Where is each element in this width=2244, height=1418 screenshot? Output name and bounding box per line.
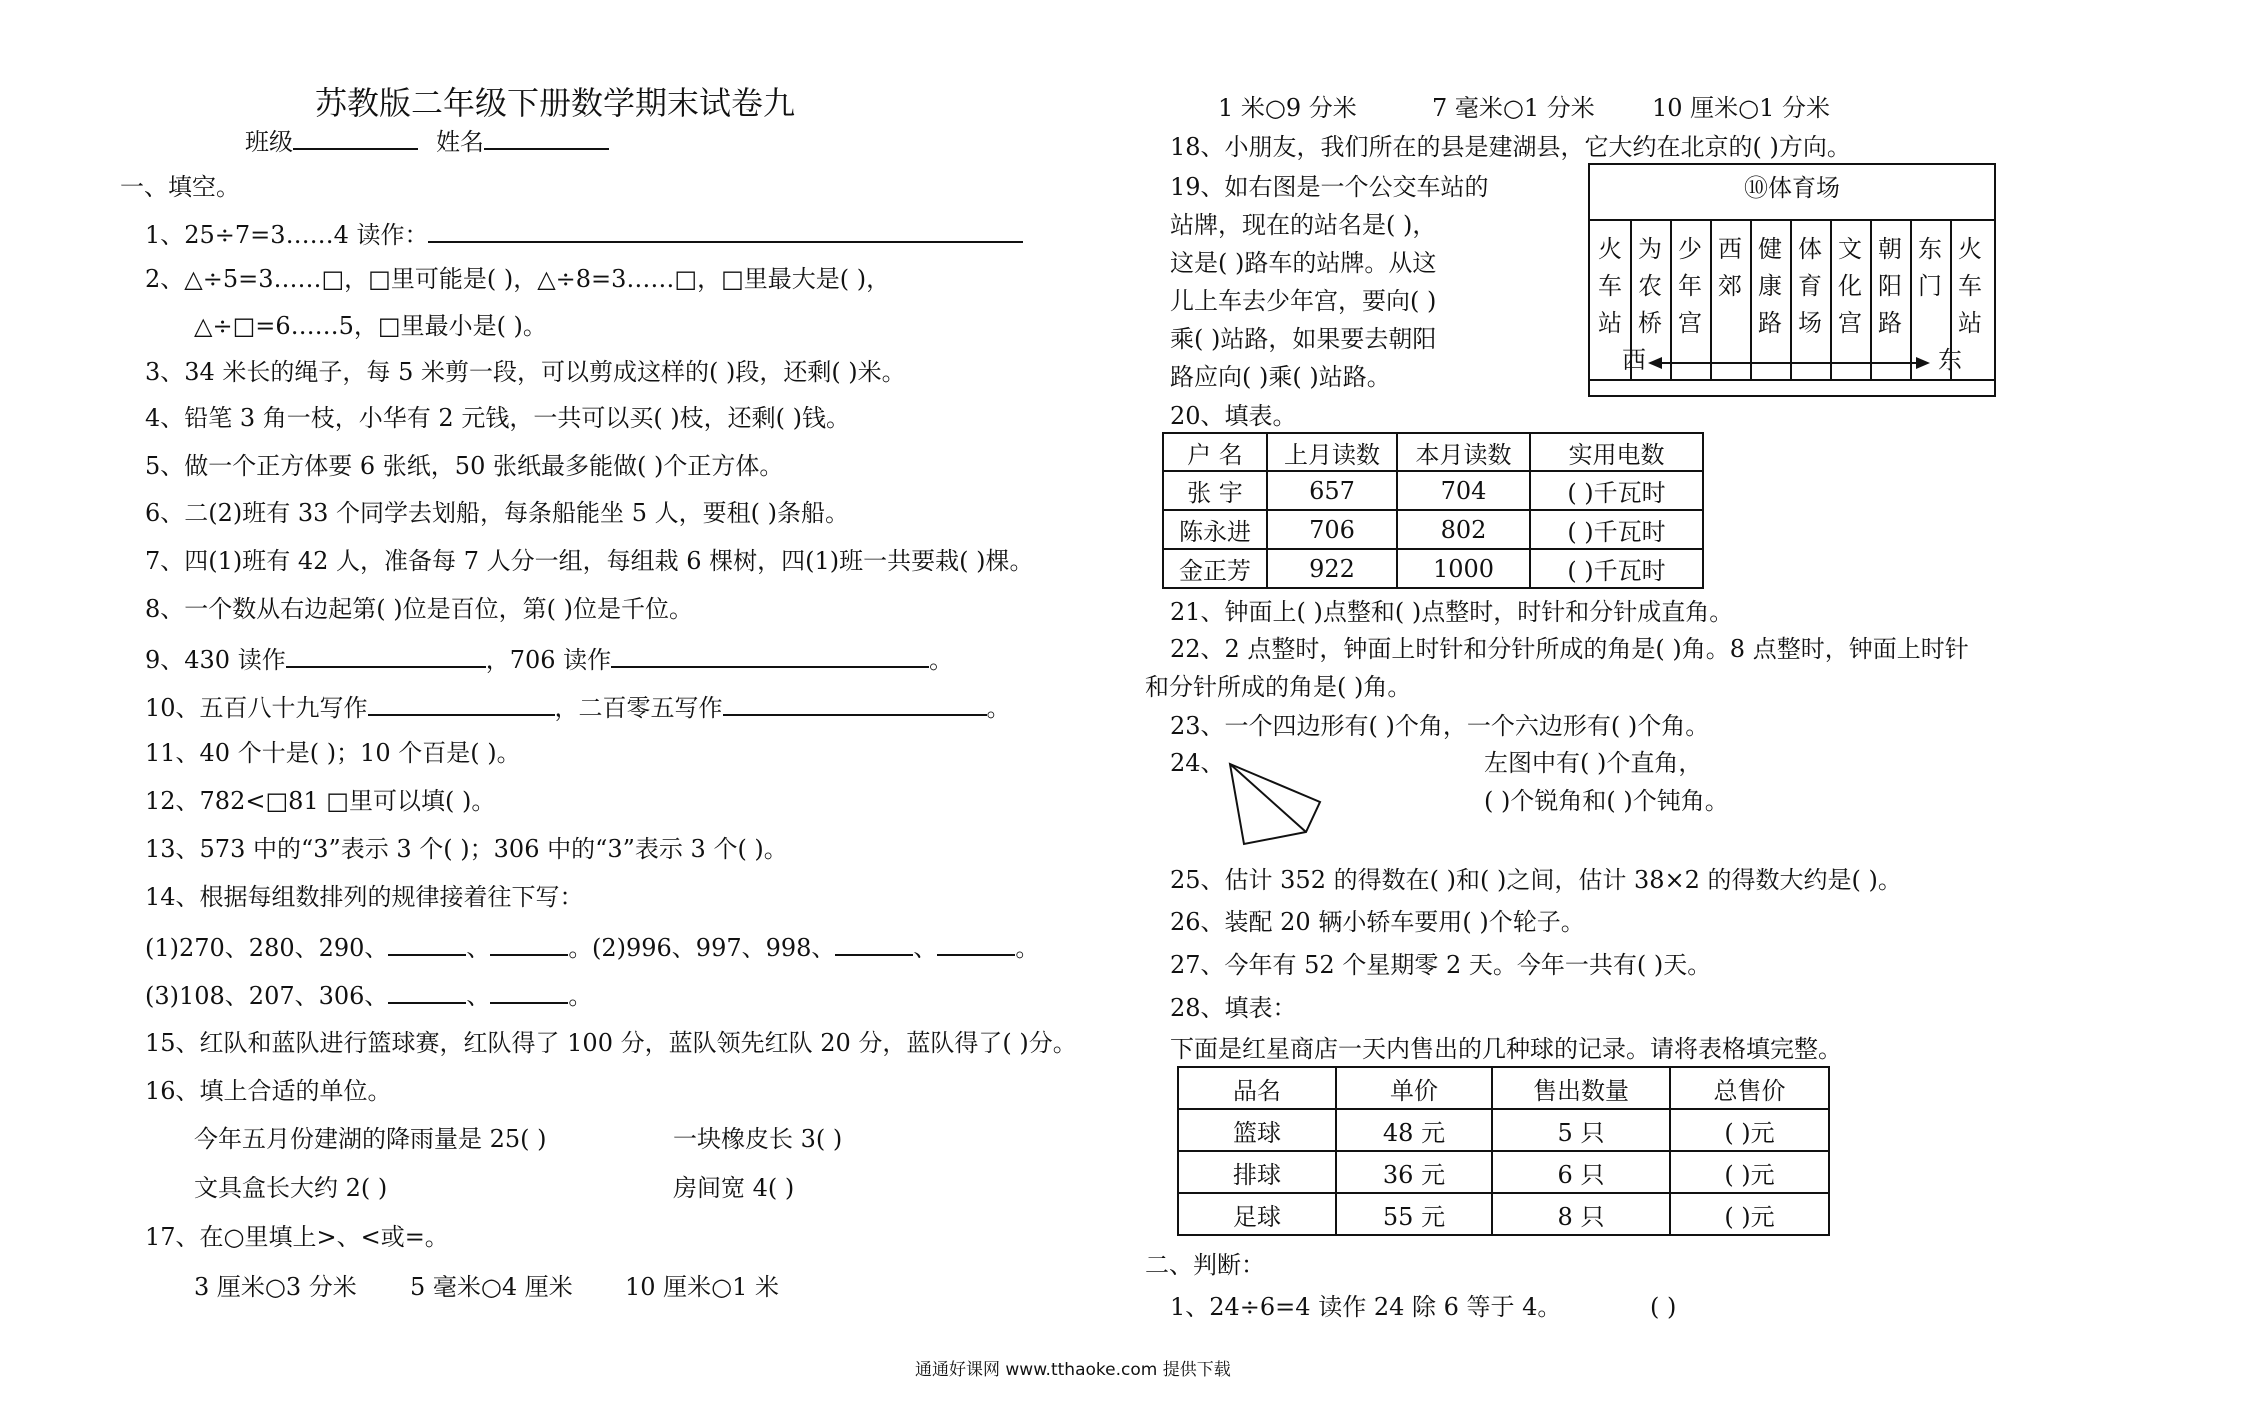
question-17c: 10 厘米○1 米 — [625, 1273, 780, 1301]
question-14: 14、根据每组数排列的规律接着往下写： — [145, 883, 584, 911]
table-cell: 8 只 — [1492, 1193, 1670, 1235]
table-cell: 704 — [1397, 471, 1530, 510]
table-row — [1178, 1109, 1829, 1151]
table-cell: 陈永进 — [1163, 510, 1267, 549]
table-cell: 1000 — [1397, 549, 1530, 588]
question-16b: 一块橡皮长 3( ) — [673, 1125, 843, 1153]
question-8: 8、一个数从右边起第( )位是百位，第( )位是千位。 — [145, 595, 693, 623]
table-cell: 金正芳 — [1163, 549, 1267, 588]
question-17e: 7 毫米○1 分米 — [1432, 94, 1595, 122]
question-17b: 5 毫米○4 厘米 — [410, 1273, 573, 1301]
question-28: 28、填表： — [1170, 994, 1297, 1022]
question-19-line-1: 19、如右图是一个公交车站的 — [1170, 173, 1489, 201]
table-row — [1163, 549, 1703, 588]
table-row — [1178, 1151, 1829, 1193]
stop-xijiao: 西郊 — [1718, 235, 1742, 300]
answer-cell[interactable]: ( )元 — [1670, 1109, 1829, 1151]
table-header-row — [1163, 433, 1703, 471]
question-14-2: (2)996、997、998、 、 。 — [592, 930, 1039, 963]
question-11: 11、40 个十是( )；10 个百是( )。 — [145, 739, 521, 767]
table-cell: 922 — [1267, 549, 1397, 588]
header-cell: 售出数量 — [1492, 1067, 1670, 1109]
question-2: 2、△÷5=3……□，□里可能是( )，△÷8=3……□，□里最大是( )， — [145, 265, 891, 293]
question-4: 4、铅笔 3 角一枝，小华有 2 元钱，一共可以买( )枝，还剩( )钱。 — [145, 404, 851, 432]
question-7: 7、四(1)班有 42 人，准备每 7 人分一组，每组栽 6 棵树，四(1)班一共要栽( )棵。 — [145, 547, 1034, 575]
header-cell: 实用电数 — [1530, 433, 1703, 471]
question-19-line-3: 这是( )路车的站牌。从这 — [1170, 249, 1437, 277]
answer-cell[interactable]: ( )元 — [1670, 1193, 1829, 1235]
table-row — [1163, 510, 1703, 549]
question-10: 10、五百八十九写作 ，二百零五写作 。 — [145, 690, 1011, 723]
stop-wenhuagong: 文化宫 — [1838, 235, 1862, 337]
stop-chaoyanglu: 朝阳路 — [1878, 235, 1902, 337]
question-6: 6、二(2)班有 33 个同学去划船，每条船能坐 5 人，要租( )条船。 — [145, 499, 849, 527]
name-blank[interactable] — [484, 124, 609, 150]
question-16d: 房间宽 4( ) — [673, 1174, 795, 1202]
question-1: 1、25÷7=3……4 读作： — [145, 217, 1023, 250]
judgement-1-answer[interactable]: ( ) — [1650, 1293, 1677, 1321]
q14-3-blank-2[interactable] — [490, 978, 568, 1004]
section-judgement: 二、判断： — [1145, 1251, 1265, 1279]
name-field: 姓名 — [436, 124, 609, 157]
question-9: 9、430 读作 ，706 读作 。 — [145, 642, 953, 675]
question-17: 17、在○里填上>、<或=。 — [145, 1223, 449, 1251]
q9-blank-2[interactable] — [611, 642, 929, 668]
question-16: 16、填上合适的单位。 — [145, 1077, 392, 1105]
question-17d: 1 米○9 分米 — [1218, 94, 1357, 122]
header-cell: 本月读数 — [1397, 433, 1530, 471]
table-cell: 657 — [1267, 471, 1397, 510]
table-cell: 55 元 — [1336, 1193, 1492, 1235]
question-24b: ( )个锐角和( )个钝角。 — [1484, 787, 1729, 815]
header-cell: 上月读数 — [1267, 433, 1397, 471]
ball-sales-table — [1177, 1066, 1830, 1236]
header-cell: 单价 — [1336, 1067, 1492, 1109]
page-title: 苏教版二年级下册数学期末试卷九 — [315, 84, 796, 122]
question-23: 23、一个四边形有( )个角，一个六边形有( )个角。 — [1170, 712, 1710, 740]
stop-weinongqiao: 为农桥 — [1638, 235, 1662, 337]
question-24: 24、 — [1170, 749, 1225, 777]
question-17f: 10 厘米○1 分米 — [1652, 94, 1831, 122]
header-cell: 总售价 — [1670, 1067, 1829, 1109]
question-17a: 3 厘米○3 分米 — [194, 1273, 357, 1301]
question-19-line-6: 路应向( )乘( )站路。 — [1170, 363, 1391, 391]
question-26: 26、装配 20 辆小轿车要用( )个轮子。 — [1170, 908, 1585, 936]
answer-cell[interactable]: ( )千瓦时 — [1530, 471, 1703, 510]
q14-2-blank-1[interactable] — [835, 930, 913, 956]
answer-cell[interactable]: ( )千瓦时 — [1530, 510, 1703, 549]
question-16a: 今年五月份建湖的降雨量是 25( ) — [194, 1125, 547, 1153]
question-19-line-5: 乘( )站路，如果要去朝阳 — [1170, 325, 1437, 353]
answer-cell[interactable]: ( )元 — [1670, 1151, 1829, 1193]
table-cell: 足球 — [1178, 1193, 1336, 1235]
class-field: 班级 — [245, 124, 418, 157]
table-row — [1178, 1193, 1829, 1235]
question-27: 27、今年有 52 个星期零 2 天。今年一共有( )天。 — [1170, 951, 1712, 979]
table-cell: 48 元 — [1336, 1109, 1492, 1151]
question-5: 5、做一个正方体要 6 张纸，50 张纸最多能做( )个正方体。 — [145, 452, 784, 480]
class-blank[interactable] — [293, 124, 418, 150]
judgement-1: 1、24÷6=4 读作 24 除 6 等于 4。 — [1170, 1293, 1562, 1321]
stop-shaoniangong: 少年宫 — [1678, 235, 1702, 337]
question-19-line-2: 站牌，现在的站名是( )， — [1170, 211, 1437, 239]
q10-blank-1[interactable] — [368, 690, 555, 716]
question-15: 15、红队和蓝队进行篮球赛，红队得了 100 分，蓝队领先红队 20 分，蓝队得了( )分。 — [145, 1029, 1077, 1057]
table-row — [1163, 471, 1703, 510]
question-13: 13、573 中的“3”表示 3 个( )；306 中的“3”表示 3 个( )。 — [145, 835, 788, 863]
table-cell: 排球 — [1178, 1151, 1336, 1193]
question-12: 12、782<□81 □里可以填( )。 — [145, 787, 496, 815]
table-cell: 802 — [1397, 510, 1530, 549]
question-16c: 文具盒长大约 2( ) — [194, 1174, 388, 1202]
header-cell: 品名 — [1178, 1067, 1336, 1109]
stop-jiankanglu: 健康路 — [1758, 235, 1782, 337]
q14-1-blank-2[interactable] — [490, 930, 568, 956]
table-cell: 706 — [1267, 510, 1397, 549]
question-14-1: (1)270、280、290、 、 。 — [145, 930, 592, 963]
current-stop-label: ⑩体育场 — [1744, 174, 1840, 202]
q14-2-blank-2[interactable] — [937, 930, 1015, 956]
stop-dongmen: 东门 — [1918, 235, 1942, 300]
question-3: 3、34 米长的绳子，每 5 米剪一段，可以剪成这样的( )段，还剩( )米。 — [145, 358, 906, 386]
question-22: 22、2 点整时，钟面上时针和分针所成的角是( )角。8 点整时，钟面上时针 — [1170, 635, 1969, 663]
stop-tiyuchang: 体育场 — [1798, 235, 1822, 337]
question-2-cont: △÷□=6……5，□里最小是( )。 — [194, 312, 547, 340]
question-24a: 左图中有( )个直角， — [1484, 749, 1703, 777]
answer-cell[interactable]: ( )千瓦时 — [1530, 549, 1703, 588]
table-cell: 6 只 — [1492, 1151, 1670, 1193]
bus-stop-sign — [1588, 163, 1996, 397]
q1-answer-line[interactable] — [428, 217, 1023, 243]
question-22-cont: 和分针所成的角是( )角。 — [1145, 673, 1412, 701]
question-20: 20、填表。 — [1170, 402, 1297, 430]
table-cell: 篮球 — [1178, 1109, 1336, 1151]
question-21: 21、钟面上( )点整和( )点整时，时针和分针成直角。 — [1170, 598, 1734, 626]
table-cell: 5 只 — [1492, 1109, 1670, 1151]
section-fill-blank: 一、填空。 — [120, 173, 240, 201]
q10-blank-2[interactable] — [723, 690, 987, 716]
question-14-3: (3)108、207、306、 、 。 — [145, 978, 592, 1011]
stop-huochezhan-east: 火车站 — [1958, 235, 1982, 337]
direction-east: 东 — [1938, 346, 1962, 374]
question-28-desc: 下面是红星商店一天内售出的几种球的记录。请将表格填完整。 — [1170, 1035, 1842, 1063]
direction-west: 西 — [1622, 346, 1646, 374]
stop-huochezhan-west: 火车站 — [1598, 235, 1622, 337]
direction-arrow-icon — [1648, 351, 1930, 375]
question-25: 25、估计 352 的得数在( )和( )之间，估计 38×2 的得数大约是( )。 — [1170, 866, 1902, 894]
q14-3-blank-1[interactable] — [388, 978, 466, 1004]
electricity-table — [1162, 432, 1704, 589]
table-cell: 张 宇 — [1163, 471, 1267, 510]
table-header-row — [1178, 1067, 1829, 1109]
question-19-line-4: 儿上车去少年宫，要向( ) — [1170, 287, 1437, 315]
q9-blank-1[interactable] — [286, 642, 486, 668]
footer-source: 通通好课网 www.tthaoke.com 提供下载 — [915, 1360, 1231, 1380]
table-cell: 36 元 — [1336, 1151, 1492, 1193]
q14-1-blank-1[interactable] — [388, 930, 466, 956]
question-18: 18、小朋友，我们所在的县是建湖县，它大约在北京的( )方向。 — [1170, 133, 1851, 161]
header-cell: 户 名 — [1163, 433, 1267, 471]
quadrilateral-figure — [1222, 758, 1328, 850]
